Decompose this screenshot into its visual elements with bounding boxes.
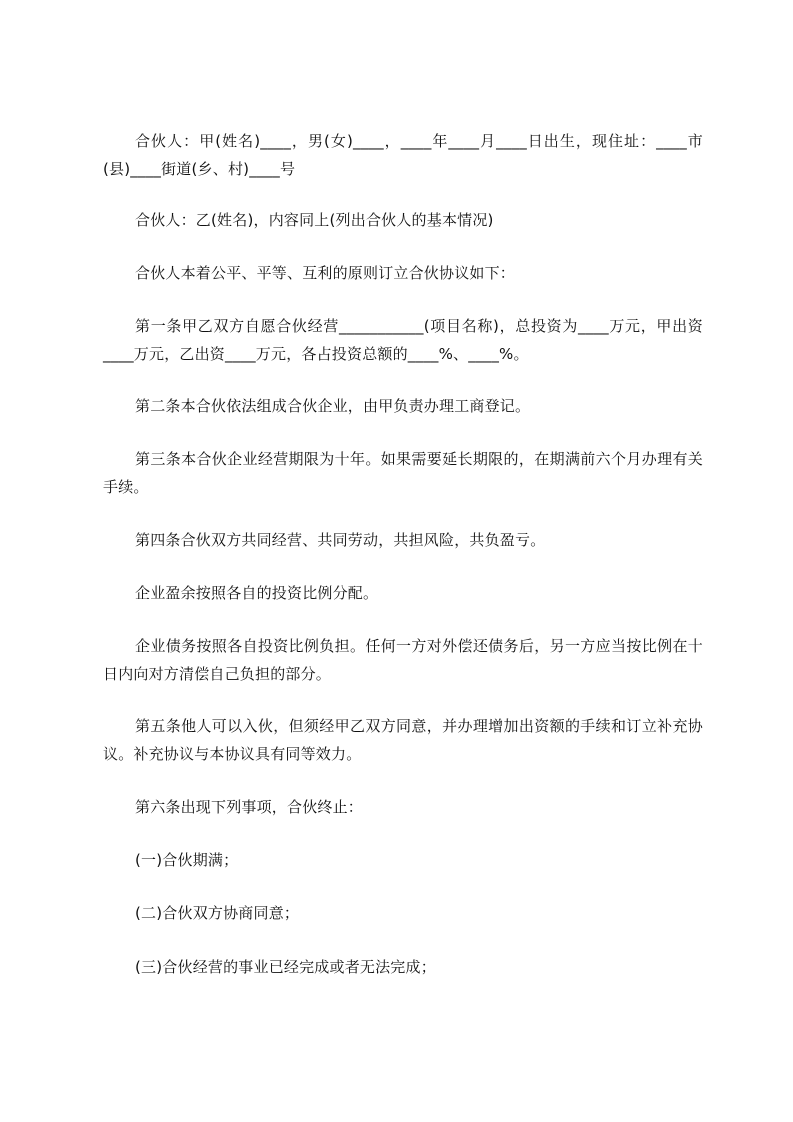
paragraph-article-4: 第四条合伙双方共同经营、共同劳动，共担风险，共负盈亏。 xyxy=(135,531,546,549)
paragraph-article-6: 第六条出现下列事项，合伙终止： xyxy=(135,798,364,816)
paragraph-item-3: (三)合伙经营的事业已经完成或者无法完成； xyxy=(135,958,436,976)
paragraph-article-3: 第三条本合伙企业经营期限为十年。如果需要延长期限的，在期满前六个月办理有关手续。 xyxy=(103,450,703,496)
paragraph-partner-b: 合伙人：乙(姓名)，内容同上(列出合伙人的基本情况) xyxy=(135,211,494,229)
paragraph-item-1: (一)合伙期满； xyxy=(135,851,239,869)
paragraph-surplus: 企业盈余按照各自的投资比例分配。 xyxy=(135,584,379,602)
paragraph-article-1: 第一条甲乙双方自愿合伙经营___________(项目名称)，总投资为____万元，甲出资____万元，乙出资____万元，各占投资总额的____%、____%。 xyxy=(103,317,703,363)
paragraph-preamble: 合伙人本着公平、平等、互利的原则订立合伙协议如下： xyxy=(135,264,516,282)
paragraph-article-2: 第二条本合伙依法组成合伙企业，由甲负责办理工商登记。 xyxy=(135,397,531,415)
paragraph-debt: 企业债务按照各自投资比例负担。任何一方对外偿还债务后，另一方应当按比例在十日内向对方清偿自己负担的部分。 xyxy=(103,637,703,683)
paragraph-partner-a: 合伙人：甲(姓名)____，男(女)____，____年____月____日出生，现住址：____市(县)____街道(乡、村)____号 xyxy=(103,132,703,178)
paragraph-item-2: (二)合伙双方协商同意； xyxy=(135,904,300,922)
paragraph-article-5: 第五条他人可以入伙，但须经甲乙双方同意，并办理增加出资额的手续和订立补充协议。补充协议与本协议具有同等效力。 xyxy=(103,717,703,763)
